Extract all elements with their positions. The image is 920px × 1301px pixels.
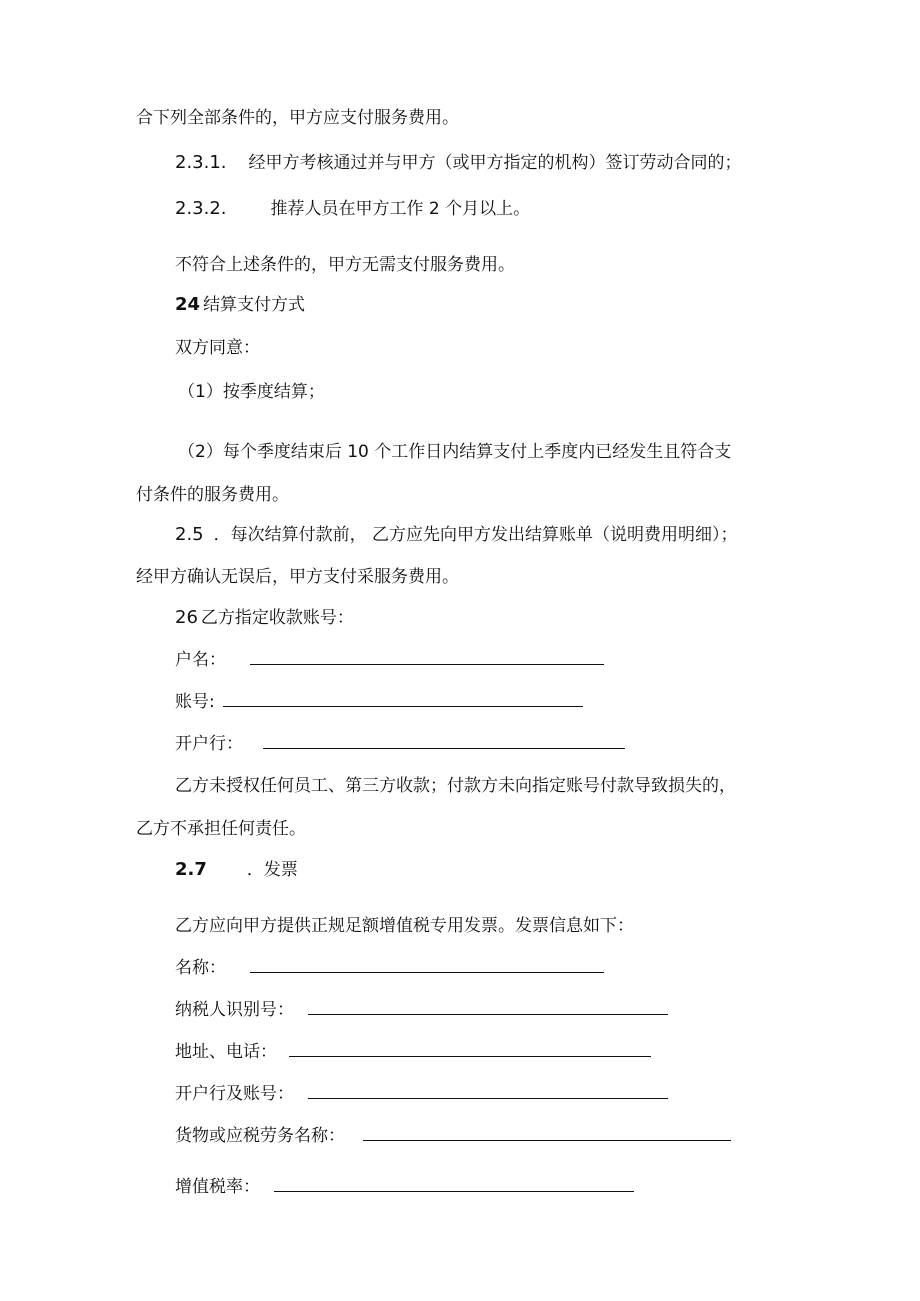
unauthorized-line-1: 乙方未授权任何员工、第三方收款；付款方未向指定账号付款导致损失的， [175, 776, 736, 796]
invoice-bank-blank [308, 1082, 668, 1099]
field-label: 开户行及账号： [175, 1084, 294, 1104]
account-name-blank [250, 648, 604, 665]
para-continuation: 合下列全部条件的，甲方应支付服务费用。 [136, 108, 459, 128]
both-agree: 双方同意： [175, 338, 260, 358]
invoice-taxid-blank [308, 998, 668, 1015]
clause-text: 经甲方考核通过并与甲方（或甲方指定的机构）签订劳动合同的； [248, 153, 742, 173]
account-bank-blank [263, 732, 625, 749]
invoice-bank-row [175, 1082, 668, 1106]
field-label: 名称： [175, 958, 226, 978]
invoice-taxid-row [175, 998, 668, 1022]
invoice-rate-blank [274, 1175, 634, 1192]
clause-number: 2.3.1. [175, 152, 227, 173]
section-title: 结算支付方式 [203, 295, 306, 315]
invoice-address-row [175, 1040, 651, 1064]
field-label: 账号: [175, 692, 215, 712]
field-label: 增值税率： [175, 1177, 260, 1197]
unauthorized-line-2: 乙方不承担任何责任。 [136, 819, 306, 839]
section-title: 乙方指定收款账号： [200, 608, 354, 628]
option-2-line-1: （2）每个季度结束后 10 个工作日内结算支付上季度内已经发生且符合支 [178, 442, 732, 462]
clause-number: 2.5 [175, 524, 204, 545]
clause-2-5 [175, 523, 738, 547]
section-number: 26 [175, 607, 198, 628]
invoice-goods-blank [363, 1124, 731, 1141]
account-number-row [175, 690, 583, 714]
clause-number: 2.3.2. [175, 198, 227, 219]
account-number-blank [223, 690, 583, 707]
field-label: 地址、电话： [175, 1042, 277, 1062]
section-24-heading [175, 293, 305, 317]
section-27-heading [175, 858, 298, 882]
field-label: 户名： [175, 650, 226, 670]
section-26-heading [175, 606, 354, 630]
clause-2-5-line-2: 经甲方确认无误后，甲方支付采服务费用。 [136, 567, 459, 587]
invoice-name-row [175, 956, 604, 980]
section-title: ．发票 [246, 860, 298, 880]
account-bank-row [175, 732, 625, 756]
clause-text: ．每次结算付款前， 乙方应先向甲方发出结算账单（说明费用明细）； [213, 525, 738, 545]
invoice-goods-row [175, 1124, 731, 1148]
field-label: 货物或应税劳务名称： [175, 1126, 345, 1146]
field-label: 开户行： [175, 734, 243, 754]
section-number: 2.7 [175, 859, 207, 880]
clause-2-3-2 [175, 197, 530, 221]
section-number: 24 [175, 294, 201, 315]
clause-text: 推荐人员在甲方工作 2 个月以上。 [270, 199, 531, 219]
not-meet-note: 不符合上述条件的，甲方无需支付服务费用。 [175, 255, 515, 275]
option-2-line-2: 付条件的服务费用。 [136, 485, 289, 505]
field-label: 纳税人识别号： [175, 1000, 294, 1020]
account-name-row [175, 648, 604, 672]
option-1: （1）按季度结算； [178, 382, 325, 402]
clause-2-3-1 [175, 151, 742, 175]
invoice-rate-row [175, 1175, 634, 1199]
invoice-address-blank [289, 1040, 651, 1057]
invoice-intro: 乙方应向甲方提供正规足额增值税专用发票。发票信息如下： [175, 916, 634, 936]
invoice-name-blank [250, 956, 604, 973]
